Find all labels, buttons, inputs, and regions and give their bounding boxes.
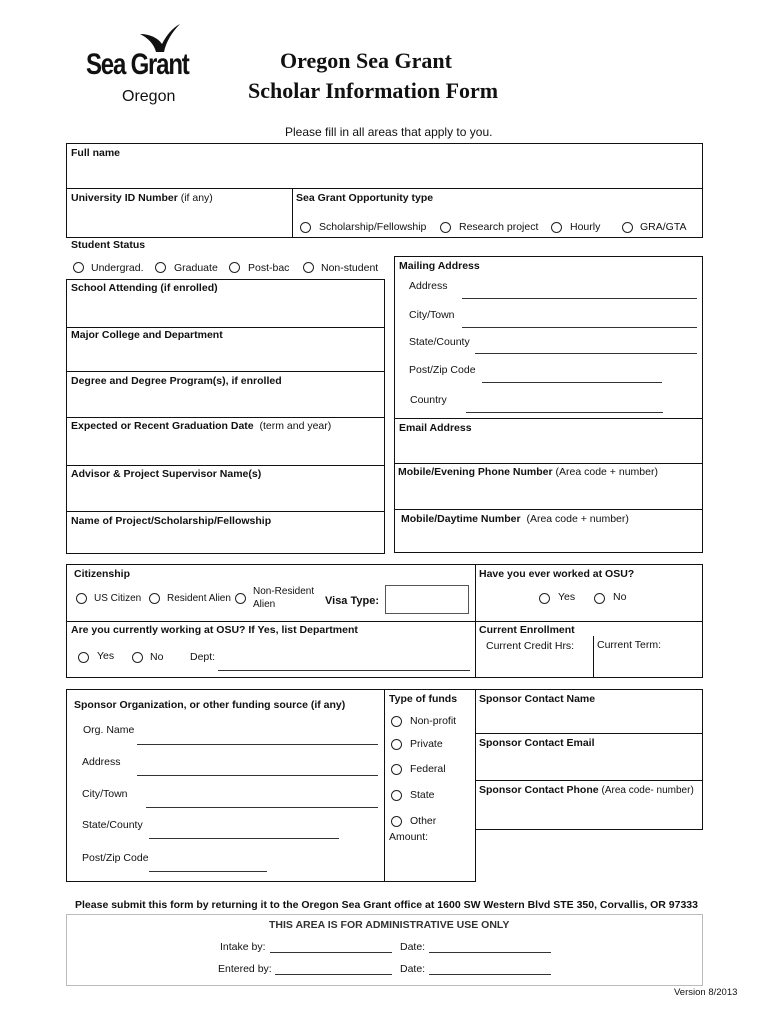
option-label: Yes bbox=[558, 591, 576, 603]
university-id-label: University ID Number (if any) bbox=[71, 192, 213, 204]
school-attending-field[interactable] bbox=[70, 296, 381, 324]
radio-worked-yes[interactable] bbox=[539, 593, 550, 604]
sponsor-contact-email-label: Sponsor Contact Email bbox=[479, 737, 595, 749]
email-label: Email Address bbox=[399, 422, 472, 434]
option-label: Private bbox=[410, 738, 443, 750]
radio-gra-gta[interactable] bbox=[622, 222, 633, 233]
radio-resident-alien[interactable] bbox=[149, 593, 160, 604]
sponsor-contact-name-field[interactable] bbox=[479, 707, 699, 731]
entered-by-label: Entered by: bbox=[218, 963, 272, 975]
radio-hourly[interactable] bbox=[551, 222, 562, 233]
mobile-daytime-field[interactable] bbox=[398, 527, 699, 550]
country-line[interactable] bbox=[466, 412, 663, 413]
degree-program-field[interactable] bbox=[70, 389, 381, 414]
entered-date-line[interactable] bbox=[429, 974, 551, 975]
radio-working-no[interactable] bbox=[132, 652, 143, 663]
major-college-label: Major College and Department bbox=[71, 329, 223, 341]
project-name-field[interactable] bbox=[70, 529, 381, 551]
intake-by-line[interactable] bbox=[270, 952, 392, 953]
address-line[interactable] bbox=[462, 298, 697, 299]
radio-federal[interactable] bbox=[391, 764, 402, 775]
full-name-label: Full name bbox=[71, 147, 121, 159]
radio-worked-no[interactable] bbox=[594, 593, 605, 604]
radio-other[interactable] bbox=[391, 816, 402, 827]
option-label: US Citizen bbox=[94, 593, 142, 604]
credit-hrs-field[interactable] bbox=[480, 654, 590, 674]
form-title-line2: Scholar Information Form bbox=[248, 78, 499, 103]
sponsor-city-label: City/Town bbox=[82, 788, 128, 800]
sponsor-contact-phone-field[interactable] bbox=[479, 798, 699, 826]
type-of-funds-label: Type of funds bbox=[389, 693, 458, 705]
post-zip-label: Post/Zip Code bbox=[409, 364, 476, 376]
logo-text-sea-grant: Sea Grant bbox=[86, 48, 189, 81]
option-label: Undergrad. bbox=[91, 262, 144, 274]
mobile-evening-field[interactable] bbox=[398, 480, 699, 506]
radio-private[interactable] bbox=[391, 739, 402, 750]
address-label: Address bbox=[409, 280, 448, 292]
university-id-field[interactable] bbox=[70, 206, 288, 234]
option-label: Hourly bbox=[570, 221, 601, 233]
option-label: Non-student bbox=[321, 262, 379, 274]
radio-us-citizen[interactable] bbox=[76, 593, 87, 604]
sponsor-state-line[interactable] bbox=[149, 838, 339, 839]
radio-non-student[interactable] bbox=[303, 262, 314, 273]
admin-heading: THIS AREA IS FOR ADMINISTRATIVE USE ONLY bbox=[269, 919, 510, 931]
visa-type-field[interactable] bbox=[385, 585, 469, 614]
city-town-label: City/Town bbox=[409, 309, 455, 321]
full-name-field[interactable] bbox=[70, 160, 698, 184]
intake-by-label: Intake by: bbox=[220, 941, 266, 953]
school-attending-label: School Attending (if enrolled) bbox=[71, 282, 218, 294]
current-enrollment-label: Current Enrollment bbox=[479, 624, 575, 636]
option-label: Alien bbox=[253, 599, 276, 610]
visa-type-label: Visa Type: bbox=[325, 595, 380, 607]
org-name-label: Org. Name bbox=[83, 724, 135, 736]
current-term-field[interactable] bbox=[597, 654, 699, 674]
graduation-date-label: Expected or Recent Graduation Date (term and year) bbox=[71, 420, 332, 432]
entered-by-line[interactable] bbox=[275, 974, 392, 975]
current-term-label: Current Term: bbox=[597, 639, 661, 651]
sponsor-address-line[interactable] bbox=[137, 775, 378, 776]
state-county-label: State/County bbox=[409, 336, 470, 348]
amount-field[interactable] bbox=[432, 828, 472, 846]
option-label: Yes bbox=[97, 650, 115, 662]
mobile-daytime-label: Mobile/Daytime Number (Area code + number) bbox=[401, 513, 629, 525]
radio-non-profit[interactable] bbox=[391, 716, 402, 727]
instruction-text: Please fill in all areas that apply to you. bbox=[285, 125, 493, 139]
city-town-line[interactable] bbox=[462, 327, 697, 328]
graduation-date-field[interactable] bbox=[70, 434, 381, 462]
country-label: Country bbox=[410, 394, 447, 406]
advisor-label: Advisor & Project Supervisor Name(s) bbox=[71, 468, 262, 480]
opportunity-type-label: Sea Grant Opportunity type bbox=[296, 192, 434, 204]
logo-text-oregon: Oregon bbox=[122, 88, 176, 105]
major-college-field[interactable] bbox=[70, 343, 381, 368]
radio-working-yes[interactable] bbox=[78, 652, 89, 663]
radio-non-resident-alien[interactable] bbox=[235, 593, 246, 604]
option-label: No bbox=[150, 651, 164, 663]
worked-at-osu-label: Have you ever worked at OSU? bbox=[479, 568, 635, 580]
entered-date-label: Date: bbox=[400, 963, 426, 975]
amount-label: Amount: bbox=[389, 831, 429, 843]
post-zip-line[interactable] bbox=[482, 382, 662, 383]
radio-graduate[interactable] bbox=[155, 262, 166, 273]
credit-hrs-label: Current Credit Hrs: bbox=[486, 640, 575, 652]
sponsor-address-label: Address bbox=[82, 756, 121, 768]
submit-note: Please submit this form by returning it to the Oregon Sea Grant office at 1600 SW Western Blvd STE 350, Corvallis, OR 97333 bbox=[75, 899, 698, 911]
mobile-evening-label: Mobile/Evening Phone Number (Area code + number) bbox=[398, 466, 658, 478]
sponsor-city-line[interactable] bbox=[146, 807, 378, 808]
radio-state[interactable] bbox=[391, 790, 402, 801]
dept-line[interactable] bbox=[218, 670, 470, 671]
option-label: Graduate bbox=[174, 262, 218, 274]
option-label: Resident Alien bbox=[167, 593, 231, 604]
option-label: No bbox=[613, 591, 627, 603]
sponsor-org-label: Sponsor Organization, or other funding source (if any) bbox=[74, 699, 346, 711]
option-label: GRA/GTA bbox=[640, 221, 687, 233]
dept-label: Dept: bbox=[190, 651, 216, 663]
radio-undergrad[interactable] bbox=[73, 262, 84, 273]
version-label: Version 8/2013 bbox=[674, 987, 738, 998]
citizenship-label: Citizenship bbox=[74, 568, 131, 580]
radio-scholarship-fellowship[interactable] bbox=[300, 222, 311, 233]
option-label: State bbox=[410, 789, 435, 801]
option-label: Non-profit bbox=[410, 715, 457, 727]
state-county-line[interactable] bbox=[475, 353, 697, 354]
mailing-address-label: Mailing Address bbox=[399, 260, 480, 272]
sponsor-zip-line[interactable] bbox=[149, 871, 267, 872]
sponsor-contact-name-label: Sponsor Contact Name bbox=[479, 693, 596, 705]
currently-working-label: Are you currently working at OSU? If Yes, list Department bbox=[71, 624, 358, 636]
student-status-label: Student Status bbox=[71, 239, 146, 251]
sponsor-contact-email-field[interactable] bbox=[479, 751, 699, 777]
intake-date-line[interactable] bbox=[429, 952, 551, 953]
radio-post-bac[interactable] bbox=[229, 262, 240, 273]
option-label: Post-bac bbox=[248, 262, 290, 274]
option-label: Scholarship/Fellowship bbox=[319, 221, 427, 233]
advisor-field[interactable] bbox=[70, 482, 381, 508]
sponsor-zip-label: Post/Zip Code bbox=[82, 852, 149, 864]
degree-program-label: Degree and Degree Program(s), if enrolled bbox=[71, 375, 282, 387]
sponsor-state-label: State/County bbox=[82, 819, 143, 831]
intake-date-label: Date: bbox=[400, 941, 426, 953]
project-name-label: Name of Project/Scholarship/Fellowship bbox=[71, 515, 272, 527]
option-label: Non-Resident bbox=[253, 586, 315, 597]
radio-research-project[interactable] bbox=[440, 222, 451, 233]
option-label: Other bbox=[410, 815, 437, 827]
email-field[interactable] bbox=[398, 436, 699, 460]
form-title-line1: Oregon Sea Grant bbox=[280, 48, 452, 73]
org-name-line[interactable] bbox=[137, 744, 378, 745]
option-label: Research project bbox=[459, 221, 539, 233]
option-label: Federal bbox=[410, 763, 446, 775]
sponsor-contact-phone-label: Sponsor Contact Phone (Area code- number) bbox=[479, 784, 694, 796]
